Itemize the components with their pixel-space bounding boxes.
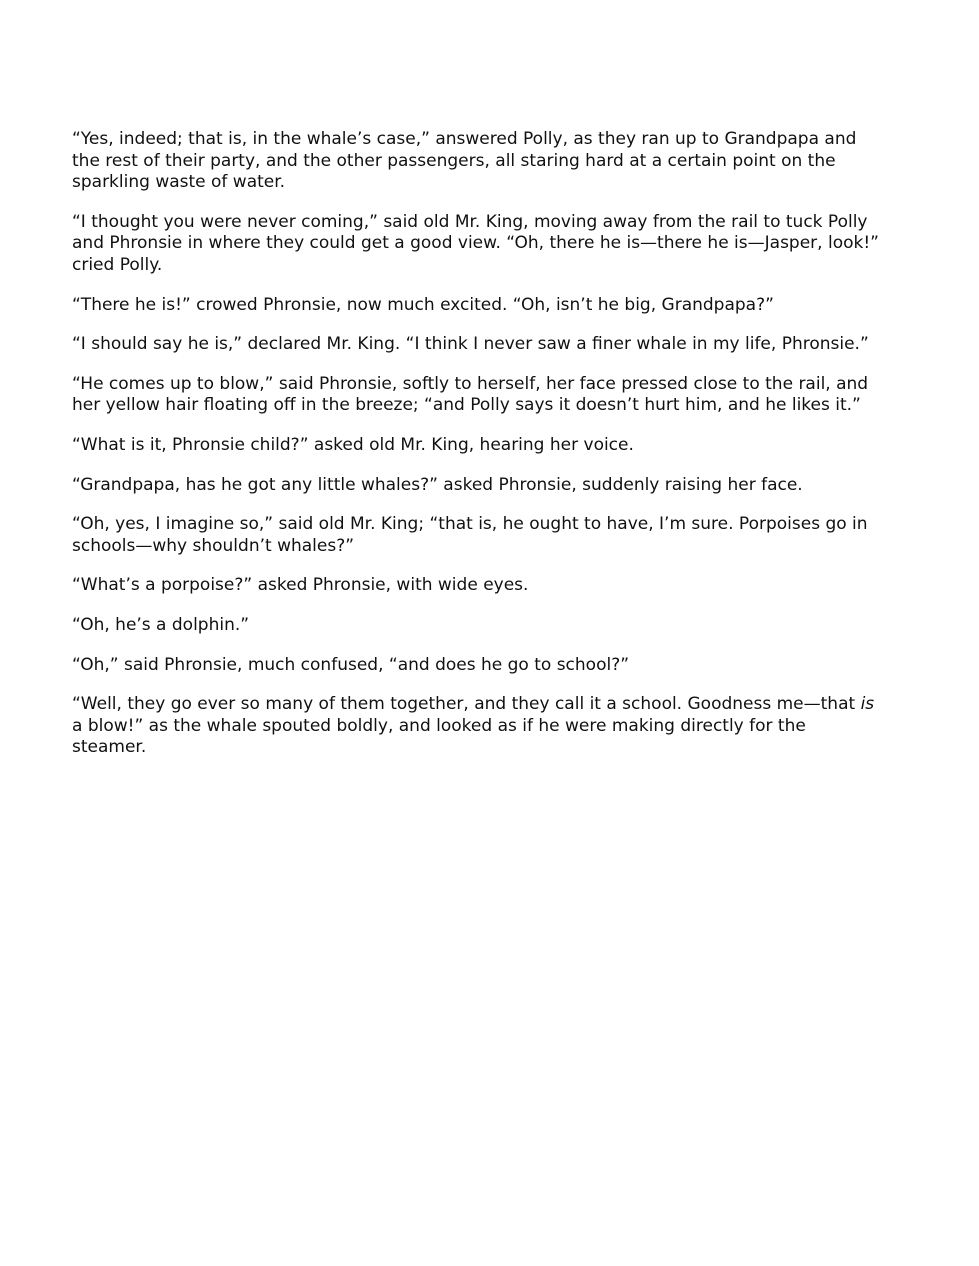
- paragraph: “I thought you were never coming,” said old Mr. King, moving away from the rail to tuck Polly and Phronsie in where they could get a good view. “Oh, there he is—there he is—Jasper, look!” cried Polly.: [72, 211, 879, 275]
- paragraph-text-after: a blow!” as the whale spouted boldly, and looked as if he were making directly for the steamer.: [72, 715, 806, 758]
- paragraph-last: [72, 694, 884, 759]
- paragraph: “Oh, he’s a dolphin.”: [72, 614, 250, 635]
- paragraph: “He comes up to blow,” said Phronsie, softly to herself, her face pressed close to the rail, and her yellow hair floating off in the breeze; “and Polly says it doesn’t hurt him, and he likes it.”: [72, 373, 869, 416]
- paragraph: “I should say he is,” declared Mr. King. “I think I never saw a finer whale in my life, Phronsie.”: [72, 334, 869, 355]
- document-body: [72, 129, 884, 777]
- paragraph: “Grandpapa, has he got any little whales?” asked Phronsie, suddenly raising her face.: [72, 474, 803, 495]
- paragraph: “What is it, Phronsie child?” asked old Mr. King, hearing her voice.: [72, 434, 634, 455]
- paragraph: “Oh, yes, I imagine so,” said old Mr. King; “that is, he ought to have, I’m sure. Porpoises go in schools—why shouldn’t whales?”: [72, 514, 868, 556]
- emphasis-text: is: [860, 694, 875, 715]
- paragraph: “Oh,” said Phronsie, much confused, “and does he go to school?”: [72, 654, 630, 675]
- paragraph: “What’s a porpoise?” asked Phronsie, with wide eyes.: [72, 575, 529, 596]
- paragraph-text-before: “Well, they go ever so many of them together, and they call it a school. Goodness me—that: [72, 694, 861, 715]
- paragraph: “Yes, indeed; that is, in the whale’s case,” answered Polly, as they ran up to Grandpapa and the rest of their party, and the other passengers, all staring hard at a certain point on the sparkling waste of water.: [72, 129, 857, 193]
- paragraph: “There he is!” crowed Phronsie, now much excited. “Oh, isn’t he big, Grandpapa?”: [72, 294, 774, 315]
